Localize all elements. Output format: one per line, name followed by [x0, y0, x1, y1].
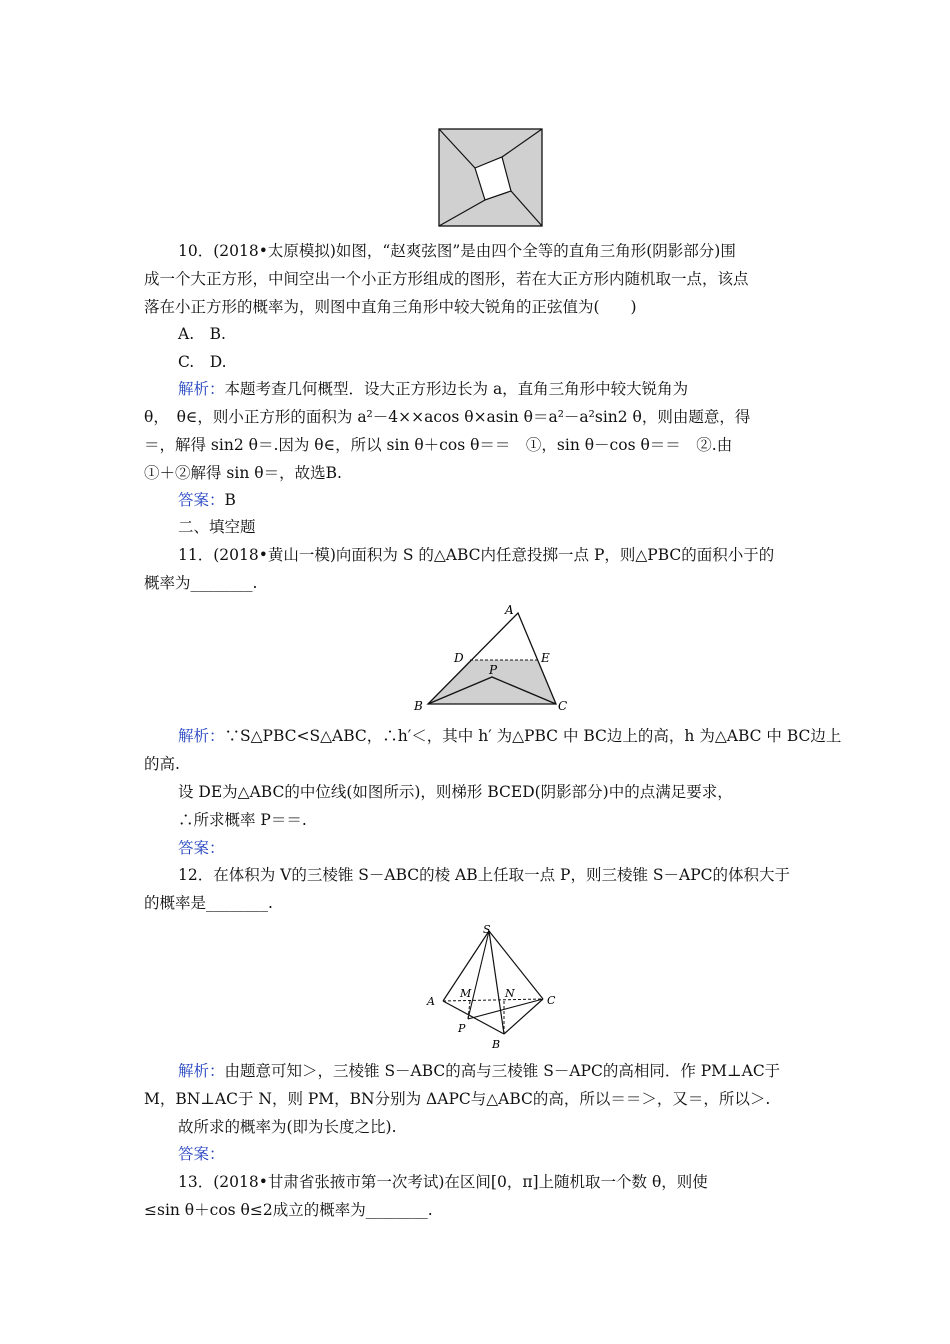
q11-analysis-line-2: 的高.	[144, 755, 180, 773]
label-c: C	[558, 699, 568, 713]
answer-label: 答案：	[178, 491, 225, 509]
q11-analysis-text-1: ∵S△PBC<S△ABC，∴h′＜，其中 h′ 为△PBC 中 BC边上的高，h 为△ABC 中 BC边上	[224, 727, 842, 745]
q12-line-1: 12．在体积为 V的三棱锥 S－ABC的棱 AB上任取一点 P，则三棱锥 S－APC的体积大于	[178, 866, 791, 884]
label-b: B	[492, 1038, 501, 1051]
zhao-shuang-figure	[438, 128, 544, 228]
q10-line-3: 落在小正方形的概率为，则图中直角三角形中较大锐角的正弦值为( )	[144, 298, 637, 316]
label-s: S	[483, 923, 491, 936]
q10-analysis-line-4: ①＋②解得 sin θ＝，故选B.	[144, 464, 342, 482]
q11-analysis-line-4: ∴所求概率 P＝＝.	[178, 811, 307, 829]
q10-answer-value: B	[224, 491, 236, 509]
q10-option-ab: A. B.	[178, 325, 226, 343]
q10-option-cd: C. D.	[178, 353, 227, 371]
q12-analysis-line-3: 故所求的概率为(即为长度之比).	[178, 1118, 397, 1136]
q12-line-2: 的概率是________.	[144, 894, 273, 912]
q10-analysis-line-1	[178, 379, 810, 399]
label-p: P	[489, 663, 498, 677]
label-p: P	[458, 1022, 466, 1035]
q11-line-2: 概率为________.	[144, 574, 258, 592]
label-a: A	[505, 603, 514, 617]
q12-analysis-line-1	[178, 1061, 810, 1081]
q13-line-2: ≤sin θ＋cos θ≤2成立的概率为________.	[144, 1201, 433, 1219]
section-heading: 二、填空题	[178, 518, 256, 536]
q10-line-1: 10．(2018•太原模拟)如图，“赵爽弦图”是由四个全等的直角三角形(阴影部分)围	[178, 242, 736, 260]
triangle-abc-figure	[408, 602, 576, 714]
q10-line-2: 成一个大正方形，中间空出一个小正方形组成的图形，若在大正方形内随机取一点，该点	[144, 270, 749, 288]
q12-analysis-text-1: 由题意可知＞，三棱锥 S－ABC的高与三棱锥 S－APC的高相同．作 PM⊥AC于	[224, 1062, 781, 1080]
q10-answer	[178, 490, 810, 510]
q10-analysis-text-1: 本题考查几何概型．设大正方形边长为 a，直角三角形中较大锐角为	[224, 380, 689, 398]
q10-analysis-line-2: θ， θ∈，则小正方形的面积为 a²－4××acos θ×asin θ＝a²－a²sin2 θ，则由题意，得	[144, 408, 751, 426]
label-e: E	[541, 651, 550, 665]
analysis-label: 解析：	[178, 380, 225, 398]
q12-answer-label: 答案：	[178, 1145, 225, 1163]
analysis-label: 解析：	[178, 727, 225, 745]
label-n: N	[505, 987, 515, 1000]
label-c: C	[547, 994, 556, 1007]
q11-analysis-line-3: 设 DE为△ABC的中位线(如图所示)，则梯形 BCED(阴影部分)中的点满足要求，	[178, 783, 733, 801]
label-m: M	[460, 987, 472, 1000]
pyramid-figure	[420, 920, 570, 1052]
q10-analysis-line-3: ＝，解得 sin2 θ＝.因为 θ∈，所以 sin θ＋cos θ＝＝ ①，sin θ－cos θ＝＝ ②.由	[144, 436, 733, 454]
q11-analysis-line-1	[178, 726, 842, 746]
q11-line-1: 11．(2018•黄山一模)向面积为 S 的△ABC内任意投掷一点 P，则△PBC的面积小于的	[178, 546, 775, 564]
label-a: A	[427, 995, 435, 1008]
label-b: B	[414, 699, 423, 713]
q11-answer-label: 答案：	[178, 839, 225, 857]
label-d: D	[454, 651, 464, 665]
q13-line-1: 13．(2018•甘肃省张掖市第一次考试)在区间[0，π]上随机取一个数 θ，则使	[178, 1173, 708, 1191]
analysis-label: 解析：	[178, 1062, 225, 1080]
q12-analysis-line-2: M，BN⊥AC于 N，则 PM，BN分别为 ΔAPC与△ABC的高，所以＝＝＞，又＝，所以＞.	[144, 1090, 771, 1108]
